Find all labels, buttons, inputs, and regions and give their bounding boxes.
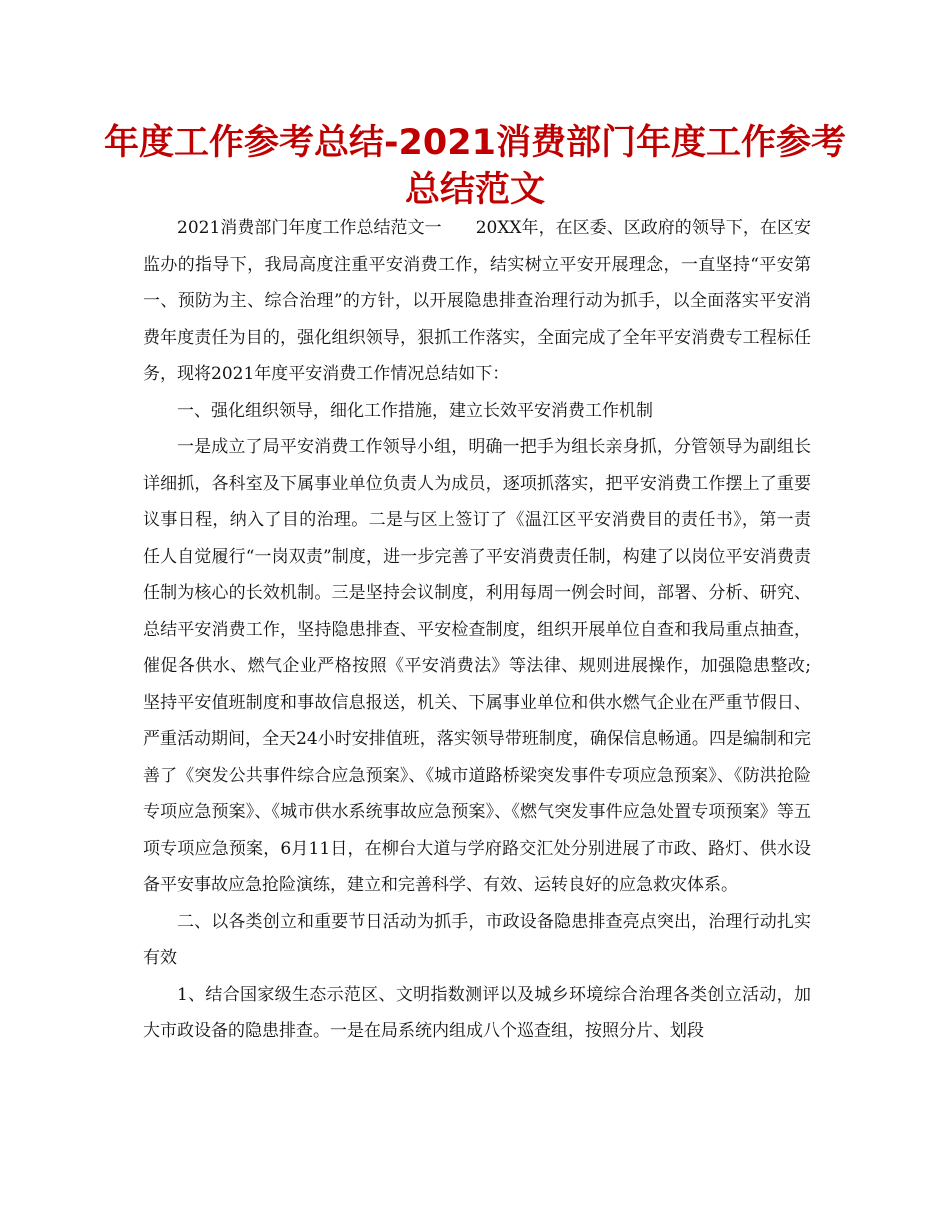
paragraph-section-1: 一是成立了局平安消费工作领导小组，明确一把手为组长亲身抓，分管领导为副组长详细抓，各科室及下属事业单位负责人为成员，逐项抓落实，把平安消费工作摆上了重要议事日程，纳入了目的治理。二是与区上签订了《温江区平安消费目的责任书》，第一责任人自觉履行“一岗双责”制度，进一步完善了平安消费责任制，构建了以岗位平安消费责任制为核心的长效机制。三是坚持会议制度，利用每周一例会时间，部署、分析、研究、总结平安消费工作，坚持隐患排查、平安检查制度，组织开展单位自查和我局重点抽查，催促各供水、燃气企业严格按照《平安消费法》等法律、规则进展操作，加强隐患整改;坚持平安值班制度和事故信息报送，机关、下属事业单位和供水燃气企业在严重节假日、严重活动期间，全天24小时安排值班，落实领导带班制度，确保信息畅通。四是编制和完善了《突发公共事件综合应急预案》、《城市道路桥梁突发事件专项应急预案》、《防洪抢险专项应急预案》、《城市供水系统事故应急预案》、《燃气突发事件应急处置专项预案》等五项专项应急预案，6月11日，在柳台大道与学府路交汇处分别进展了市政、路灯、供水设备平安事故应急抢险演练，建立和完善科学、有效、运转良好的应急救灾体系。 <box>143 437 811 895</box>
document-title: 年度工作参考总结-2021消费部门年度工作参考总结范文 <box>104 123 846 210</box>
paragraph-section-2: 1、结合国家级生态示范区、文明指数测评以及城乡环境综合治理各类创立活动，加大市政设备的隐患排查。一是在局系统内组成八个巡查组，按照分片、划段 <box>143 984 811 1041</box>
section-heading-2: 二、以各类创立和重要节日活动为抓手，市政设备隐患排查亮点突出，治理行动扎实有效 <box>143 911 811 968</box>
section-heading-1: 一、强化组织领导，细化工作措施，建立长效平安消费工作机制 <box>177 400 653 421</box>
document-body <box>143 210 811 1050</box>
paragraph-intro: 2021消费部门年度工作总结范文一 20XX年，在区委、区政府的领导下，在区安监办的指导下，我局高度注重平安消费工作，结实树立平安开展理念，一直坚持“平安第一、预防为主、综合治理”的方针，以开展隐患排查治理行动为抓手，以全面落实平安消费年度责任为目的，强化组织领导，狠抓工作落实，全面完成了全年平安消费专工程标任务，现将2021年度平安消费工作情况总结如下： <box>143 218 811 384</box>
